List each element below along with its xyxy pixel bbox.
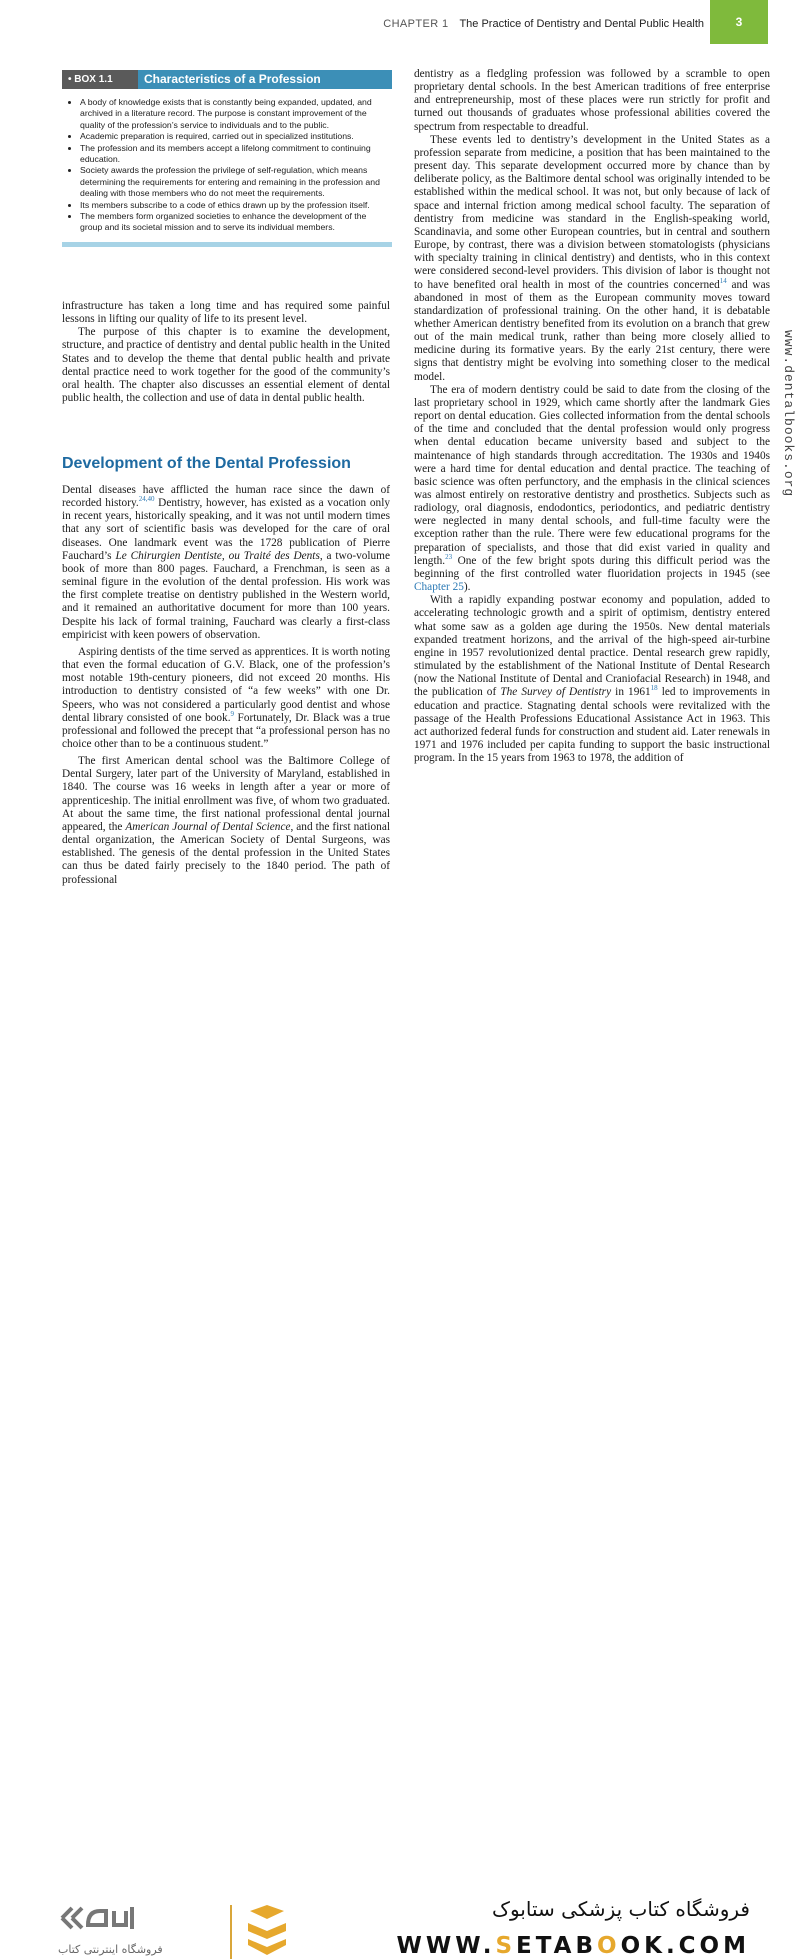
text: One of the few bright spots during this difficult period was the beginning of the first controlled water fluoridation projects in 1945 (see <box>414 554 770 580</box>
text: These events led to dentistry’s development in the United States as a profession separate from medicine, a position that has been maintained to the present day. This separate development occurred more by chance than by deliberate policy, as the Baltimore dental school was originally intended to be established within the medical school. It was not, but only because of lack of space and internal friction among medical school faculty. The separation of dentistry from medicine was standard in the English-speaking world, Scandinavia, and some other European countries, but in central and southern Europe, by contrast, there was a division between stomatologists (physicians with specialty training in clinical dentistry) and dentists, who in this context were considered second-level providers. This division of labor is thought not to have benefited oral health in most of the countries concerned <box>414 133 770 291</box>
logo-caption: فروشگاه اینترنتی کتاب <box>58 1943 163 1956</box>
url-part: OK.COM <box>620 1933 750 1959</box>
text: ). <box>463 581 471 594</box>
box-title: Characteristics of a Profession <box>138 70 392 89</box>
chapter-label: CHAPTER 1 <box>383 18 449 30</box>
chapter-link[interactable]: Chapter 25 <box>414 581 464 594</box>
shield-logo-icon <box>244 1903 290 1957</box>
watermark-url: www.dentalbooks.org <box>781 330 796 498</box>
paragraph <box>414 384 770 595</box>
url-part: S <box>495 1933 517 1959</box>
box-list <box>62 97 392 234</box>
paragraph <box>62 755 390 887</box>
citation[interactable]: 14 <box>719 276 727 285</box>
text: Dental diseases have afflicted the human race since the dawn of recorded history. <box>62 484 390 510</box>
text: , and the first national dental organization, the American Society of Dental Surgeons, was established. The genesis of the dental profession in the United States can thus be dated fairly precisely to the 1840 period. The path of professional <box>62 820 390 886</box>
box-item: • The profession and its members accept a lifelong commitment to continuing education. <box>80 143 392 166</box>
running-header <box>383 18 704 30</box>
text: led to improvements in education and practice. Stagnating dental schools were revitalized with the passage of the Health Professions Educational Assistance Act in 1963. This act authorized federal funds for construction and student aid. Later renewals in 1971 and 1976 included per capita funding to support the basic instructional program. In the 15 years from 1963 to 1978, the addition of <box>414 686 771 765</box>
text: The era of modern dentistry could be said to date from the closing of the last proprietary school in 1929, which came shortly after the landmark Gies report on dental education. Gies collected information from the dental schools of the time and concluded that the dental profession would only progress when dental education became university based and subject to the maintenance of high standards through accreditation. The 1930s and 1940s were a hard time for dental education and dental practice. The teaching of basic science was often perfunctory, and the emphasis in the clinical sciences was almost entirely on restorative dentistry and prosthetics. Subjects such as radiology, oral diagnosis, endodontics, periodontics, and pediatric dentistry were neglected in many dental schools, and full-time faculty were the exception rather than the rule. There were few educational programs for the preparation of specialists, and those that did exist varied in quality and length. <box>414 383 770 567</box>
box-item: • Academic preparation is required, carried out in specialized institutions. <box>80 131 392 142</box>
citation[interactable]: 9 <box>230 709 235 718</box>
box-tag: • BOX 1.1 <box>62 70 138 89</box>
text: Aspiring dentists of the time served as apprentices. It is worth noting that even the formal education of G.V. Black, one of the profession’s most notable 19th-century pioneers, did not exceed 20 months. His introduction to dentistry consisted of “a few weeks” with one Dr. Speers, who was not considered a particularly good dentist and whose dental library consisted of one book. <box>62 645 390 724</box>
shop-name: فروشگاه کتاب پزشکی ستابوک <box>492 1897 750 1921</box>
citation[interactable]: 23 <box>445 553 453 562</box>
url-part: WWW. <box>396 1933 496 1959</box>
box-item: • The members form organized societies to enhance the development of the group and its societal mission and to serve its individual members. <box>80 211 392 234</box>
paragraph <box>62 484 390 642</box>
journal-title: American Journal of Dental Science <box>125 820 291 833</box>
box-item: • A body of knowledge exists that is constantly being expanded, updated, and archived in a literature record. The purpose is constant improvement of the quality of the profession’s service to individuals and to the public. <box>80 97 392 131</box>
paragraph <box>414 594 770 765</box>
chapter-title: The Practice of Dentistry and Dental Public Health <box>459 18 704 30</box>
section-heading: Development of the Dental Profession <box>62 455 351 472</box>
text: Dentistry, however, has existed as a vocation only in recent years, historically speaking, and it was not until modern times that any sort of scientific basis was developed for the care of oral diseases. One landmark event was the 1728 publication of Pierre Fauchard’s <box>62 497 390 562</box>
citation[interactable]: 24,40 <box>138 495 155 504</box>
shop-url[interactable] <box>396 1933 750 1959</box>
text: With a rapidly expanding postwar economy and population, added to accelerating technologic growth and a spirit of optimism, dentistry entered what some saw as a golden age during the 1950s. New dental materials expanded treatment horizons, and the arrival of the high-speed air-turbine engine in 1957 revolutionized dental practice. Dental research grew rapidly, stimulated by the establishment of the National Institute of Dental Research (now the National Institute of Dental and Craniofacial Research) in 1948, and the publication of <box>414 594 770 699</box>
box-item: • Society awards the profession the privilege of self-regulation, which means determining the requirements for entering and remaining in the profession and dealing with those members who do not meet the requirements. <box>80 165 392 199</box>
text: Fortunately, Dr. Black was a true professional and followed the precept that “a professional person has no choice other than to be a continuous student.” <box>62 711 390 750</box>
divider <box>230 1905 232 1959</box>
box-characteristics <box>62 70 392 247</box>
page-number: 3 <box>710 0 768 44</box>
box-header <box>62 70 392 89</box>
paragraph: infrastructure has taken a long time and has required some painful lessons in lifting our quality of life to its present level. <box>62 300 390 326</box>
paragraph: dentistry as a fledgling profession was followed by a scramble to open proprietary dental schools. In the best American traditions of free enterprise and entrepreneurship, most of these places were run strictly for profit and turned out thousands of graduates whose professional abilities covered the spectrum from respectable to dreadful. <box>414 68 770 133</box>
text: The first American dental school was the Baltimore College of Dental Surgery, later part of the University of Maryland, established in 1840. The course was 16 weeks in length after a year or more of apprenticeship. The initial enrollment was five, of whom two graduated. At about the same time, the first national professional dental journal appeared, the <box>62 755 390 833</box>
paragraph <box>414 134 770 384</box>
left-column <box>62 300 390 405</box>
box-bottom-rule <box>62 242 392 247</box>
citation[interactable]: 18 <box>650 684 658 693</box>
text: , a two-volume book of more than 800 pages. Fauchard, a Frenchman, is seen as a seminal figure in the evolution of the dental profession. His work was the first complete treatise on dentistry published in the Western world, and it remained an authoritative document for more than 100 years. Despite his lack of formal training, Fauchard was clearly a first-class empiricist with keen powers of observation. <box>62 549 390 641</box>
left-column-lower <box>62 484 390 887</box>
url-part: ETAB <box>516 1933 597 1959</box>
right-column <box>414 68 770 765</box>
book-title: Le Chirurgien Dentiste, ou Traité des Dents <box>115 549 320 562</box>
paragraph <box>62 646 390 751</box>
book-title: The Survey of Dentistry <box>500 686 612 699</box>
box-item: • Its members subscribe to a code of ethics drawn up by the profession itself. <box>80 200 392 211</box>
text: and was abandoned in most of them as the European community moves toward standardization of professional training. On the other hand, it is debatable whether American dentistry benefited from its evolution on a branch that grew out of the main medical trunk, rather than being more closely allied to medicine during its formative years. By the early 21st century, there were signs that dentistry might be evolving into something closer to the medical model. <box>414 278 770 383</box>
setabook-logo-icon <box>58 1903 142 1933</box>
paragraph: The purpose of this chapter is to examine the development, structure, and practice of dentistry and dental public health in the United States and to develop the theme that dental public health and private dental practice need to work together for the good of the community’s oral health. The chapter also discusses an essential element of dental public health, the collection and use of data in dental public health. <box>62 326 390 405</box>
url-part: O <box>597 1933 621 1959</box>
footer-banner <box>0 945 800 1959</box>
book-page <box>0 0 800 945</box>
text: in 1961 <box>611 686 651 699</box>
